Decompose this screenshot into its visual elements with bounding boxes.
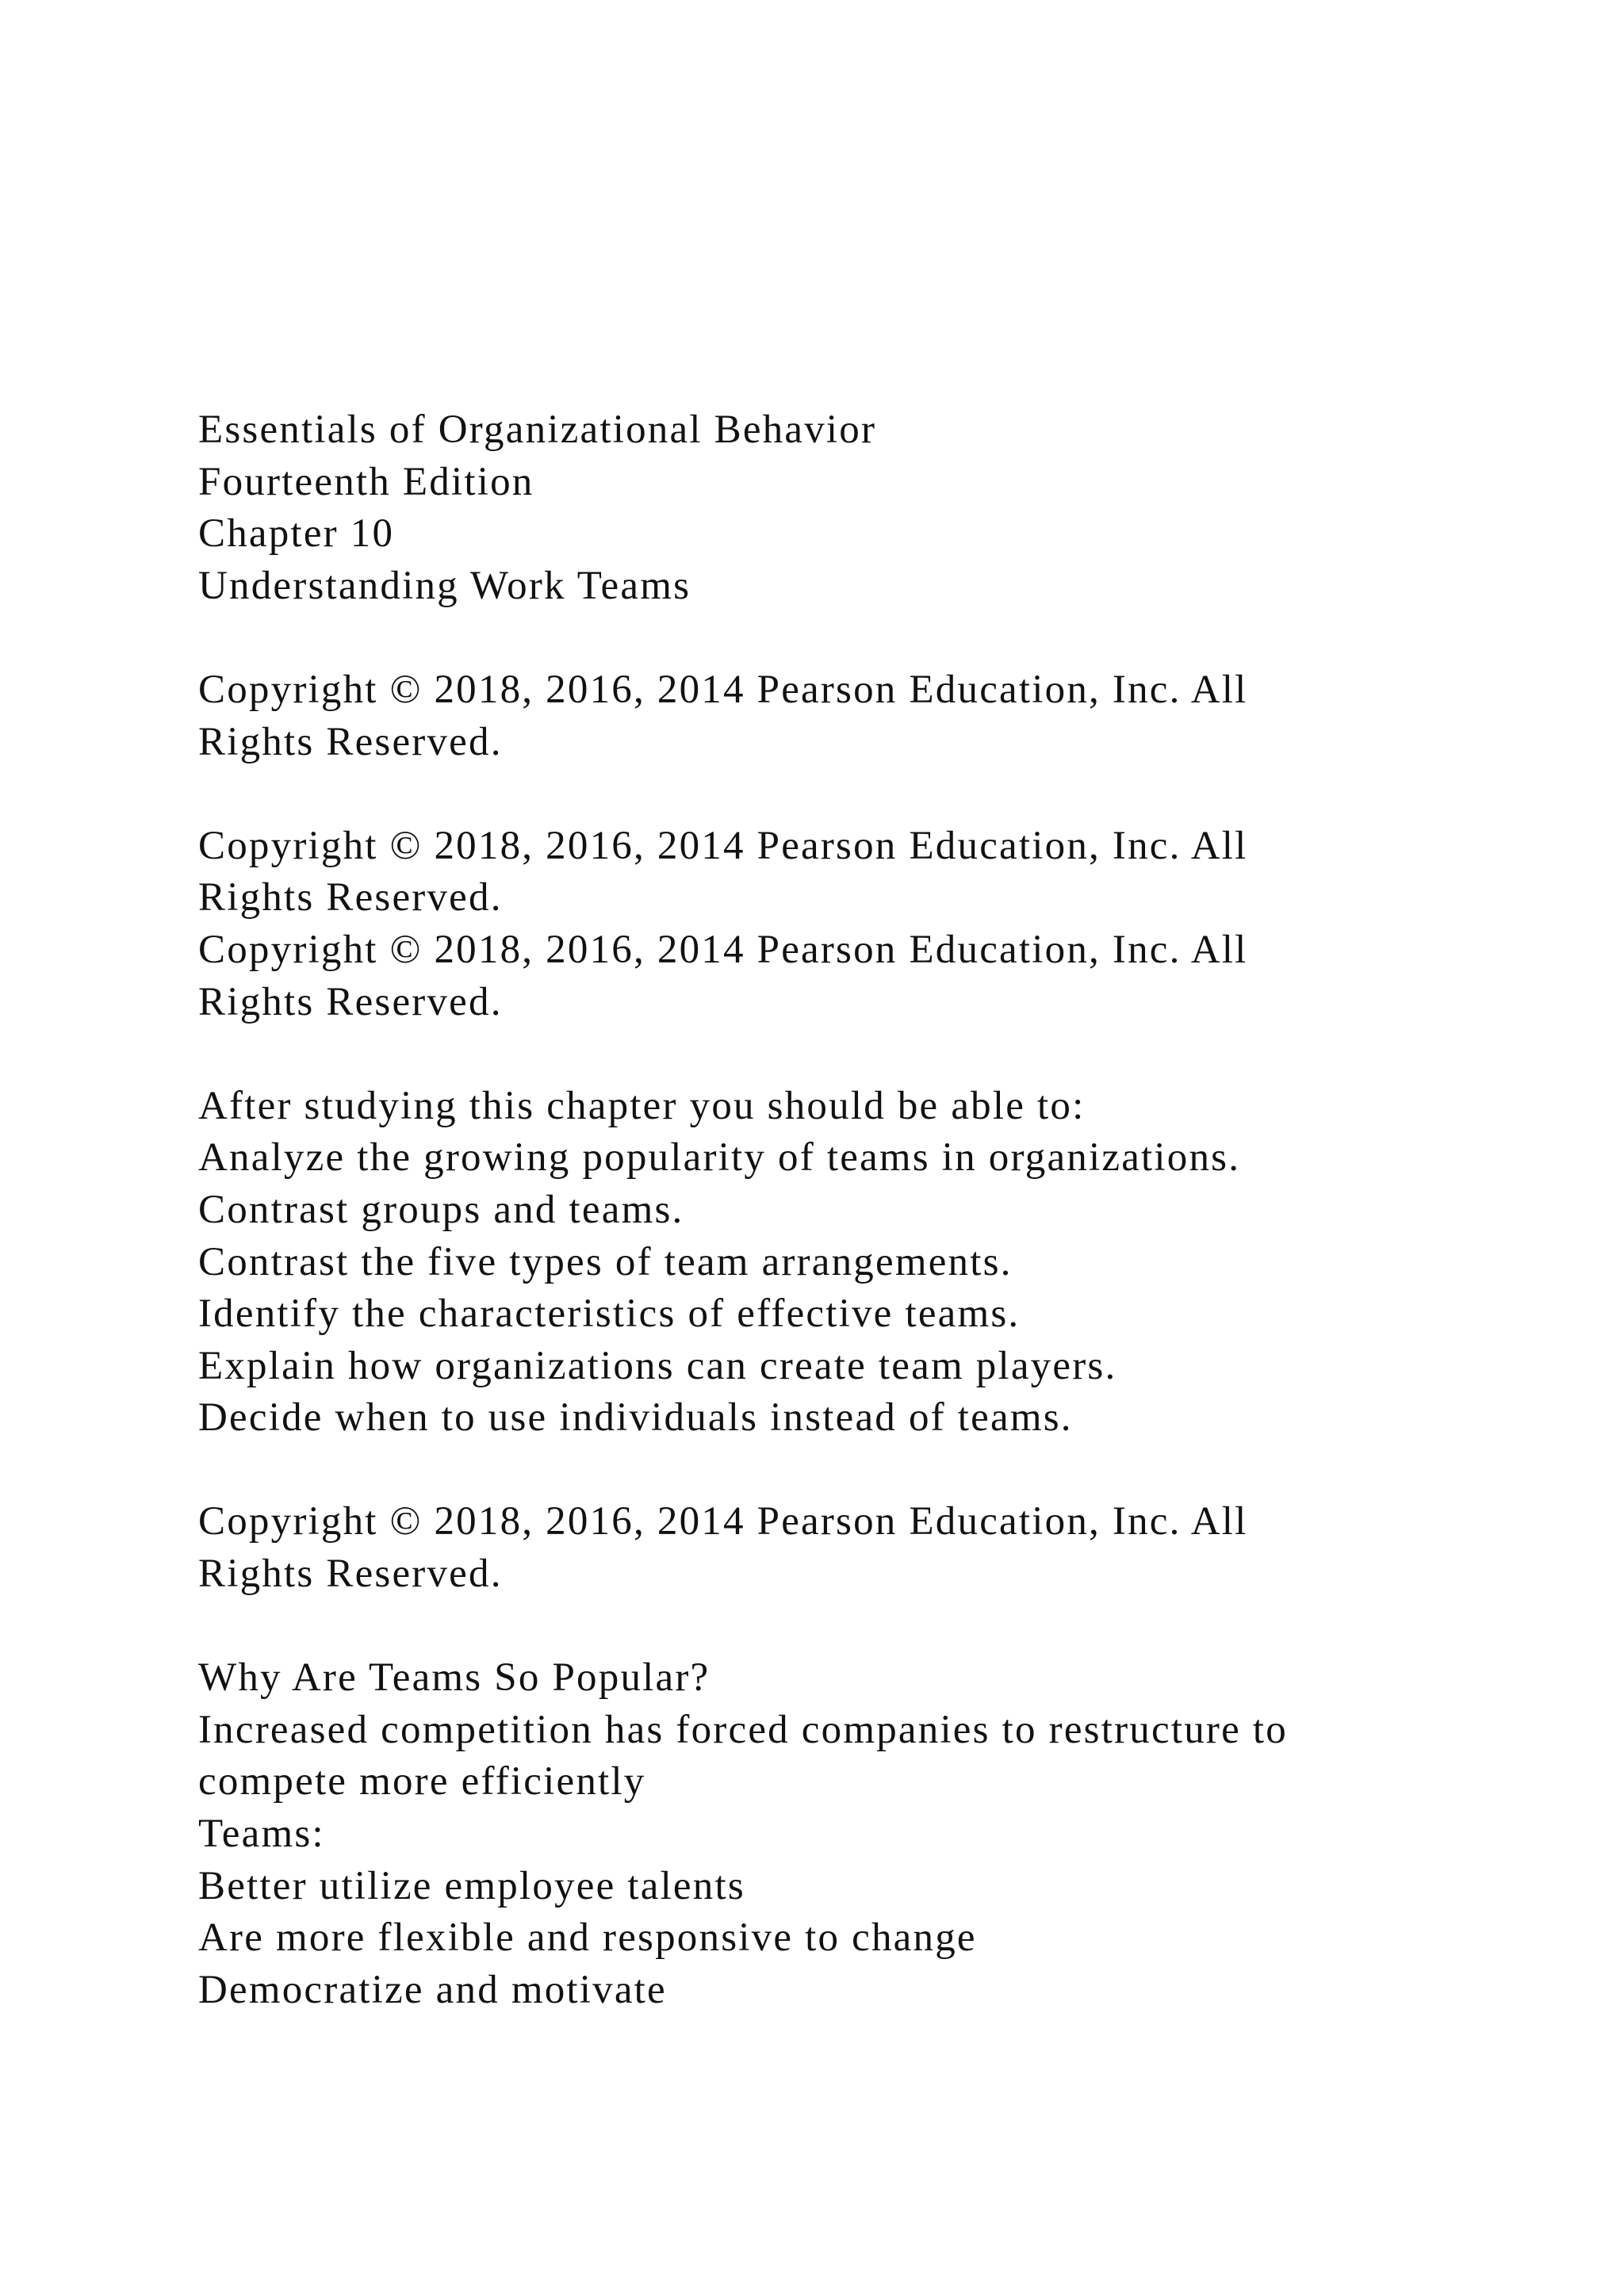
copyright-line: Rights Reserved. <box>198 875 503 920</box>
copyright-line: Copyright © 2018, 2016, 2014 Pearson Education, Inc. All <box>198 823 1248 868</box>
edition: Fourteenth Edition <box>198 459 534 504</box>
section-line: Teams: <box>198 1812 325 1857</box>
copyright-line: Rights Reserved. <box>198 719 503 764</box>
spacer <box>198 612 1562 664</box>
section-line: Better utilize employee talents <box>198 1863 745 1908</box>
copyright-line: Copyright © 2018, 2016, 2014 Pearson Education, Inc. All <box>198 927 1248 972</box>
objective-item: Contrast the five types of team arrangements. <box>198 1239 1013 1284</box>
objective-item: Explain how organizations can create team players. <box>198 1343 1117 1388</box>
section-heading: Why Are Teams So Popular? <box>198 1655 710 1701</box>
objective-item: Contrast groups and teams. <box>198 1187 684 1232</box>
copyright-line: Rights Reserved. <box>198 1552 503 1597</box>
spacer <box>198 1445 1562 1497</box>
copyright-line: Rights Reserved. <box>198 979 503 1024</box>
copyright-line: Copyright © 2018, 2016, 2014 Pearson Education, Inc. All <box>198 1499 1248 1544</box>
section-line: Are more flexible and responsive to change <box>198 1915 977 1961</box>
section-line: Democratize and motivate <box>198 1967 667 2012</box>
objectives-intro: After studying this chapter you should be able to: <box>198 1083 1086 1128</box>
chapter-title: Understanding Work Teams <box>198 563 691 608</box>
copyright-line: Copyright © 2018, 2016, 2014 Pearson Education, Inc. All <box>198 667 1248 712</box>
document-text <box>198 404 1562 2016</box>
objective-item: Identify the characteristics of effective teams. <box>198 1292 1021 1337</box>
objective-item: Decide when to use individuals instead of teams. <box>198 1395 1073 1441</box>
section-line: Increased competition has forced companies to restructure to <box>198 1707 1288 1752</box>
section-line: compete more efficiently <box>198 1759 646 1804</box>
objective-item: Analyze the growing popularity of teams in organizations. <box>198 1135 1241 1181</box>
book-title: Essentials of Organizational Behavior <box>198 408 877 452</box>
chapter-number: Chapter 10 <box>198 511 395 557</box>
spacer <box>198 1601 1562 1653</box>
spacer <box>198 1028 1562 1081</box>
spacer <box>198 768 1562 821</box>
